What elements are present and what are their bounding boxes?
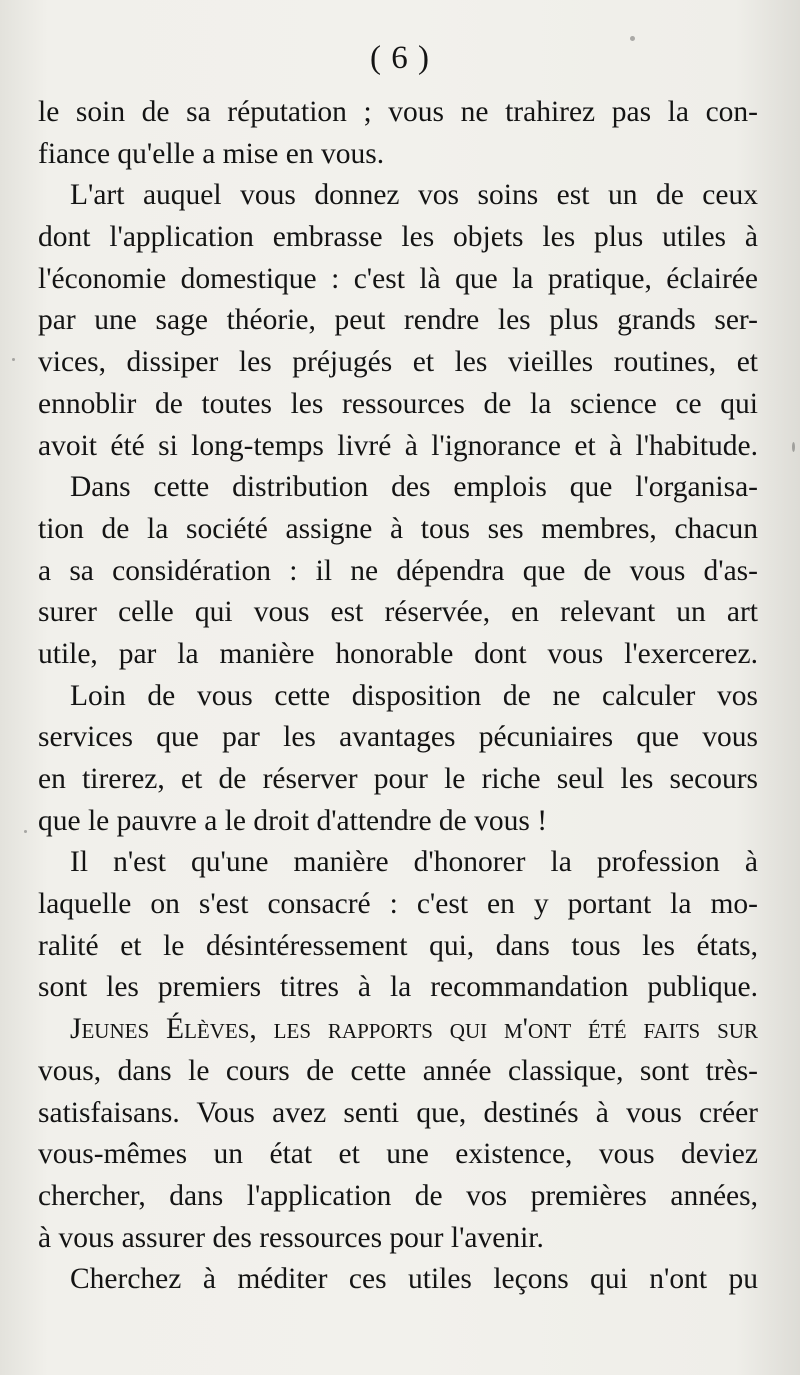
text-line: avoit été si long-temps livré à l'ignorance et à l'habitude. bbox=[38, 429, 758, 462]
text-line: surer celle qui vous est réservée, en relevant un art bbox=[38, 596, 758, 629]
text-line: ralité et le désintéressement qui, dans tous les états, bbox=[38, 929, 758, 962]
text-line: sont les premiers titres à la recommandation publique. bbox=[38, 971, 758, 1004]
text-line: ennoblir de toutes les ressources de la science ce qui bbox=[38, 387, 758, 420]
paper-speck bbox=[792, 442, 795, 452]
text-line: en tirerez, et de réserver pour le riche seul les secours bbox=[38, 763, 758, 795]
page-number: ( 6 ) bbox=[370, 40, 430, 76]
text-line: services que par les avantages pécuniaires que vous bbox=[38, 721, 758, 754]
paragraph-start-line: Dans cette distribution des emplois que l'organisa- bbox=[70, 471, 758, 504]
paragraph-start-line: Jeunes Élèves, les rapports qui m'ont été faits sur bbox=[70, 1013, 758, 1046]
paragraph-start-line: Cherchez à méditer ces utiles leçons qui n'ont pu bbox=[70, 1263, 758, 1296]
text-line: fiance qu'elle a mise en vous. bbox=[38, 137, 385, 170]
text-line: à vous assurer des ressources pour l'avenir. bbox=[38, 1221, 544, 1254]
text-line: chercher, dans l'application de vos premières années, bbox=[38, 1179, 758, 1212]
paragraph-start-line: L'art auquel vous donnez vos soins est un de ceux bbox=[70, 179, 758, 212]
text-line: l'économie domestique : c'est là que la pratique, éclairée bbox=[38, 262, 758, 295]
text-line: tion de la société assigne à tous ses membres, chacun bbox=[38, 512, 758, 545]
paper-speck bbox=[12, 358, 15, 361]
text-line: laquelle on s'est consacré : c'est en y portant la mo- bbox=[38, 888, 758, 921]
text-line: vous-mêmes un état et une existence, vous deviez bbox=[38, 1138, 758, 1171]
text-line: vices, dissiper les préjugés et les vieilles routines, et bbox=[38, 346, 758, 379]
text-line: par une sage théorie, peut rendre les plus grands ser- bbox=[38, 304, 758, 337]
paragraph-start-line: Loin de vous cette disposition de ne calculer vos bbox=[70, 679, 758, 712]
text-line: le soin de sa réputation ; vous ne trahirez pas la con- bbox=[38, 96, 758, 128]
text-line: utile, par la manière honorable dont vous l'exercerez. bbox=[38, 637, 758, 670]
paragraph-start-line: Il n'est qu'une manière d'honorer la profession à bbox=[70, 846, 758, 879]
text-line: vous, dans le cours de cette année classique, sont très- bbox=[38, 1054, 758, 1087]
text-line: a sa considération : il ne dépendra que de vous d'as- bbox=[38, 554, 758, 587]
paper-speck bbox=[24, 830, 27, 833]
text-line: que le pauvre a le droit d'attendre de vous ! bbox=[38, 804, 548, 837]
text-line: satisfaisans. Vous avez senti que, destinés à vous créer bbox=[38, 1096, 758, 1129]
text-line: dont l'application embrasse les objets les plus utiles à bbox=[38, 221, 758, 254]
paper-speck bbox=[630, 36, 635, 41]
body-text bbox=[38, 92, 758, 1301]
